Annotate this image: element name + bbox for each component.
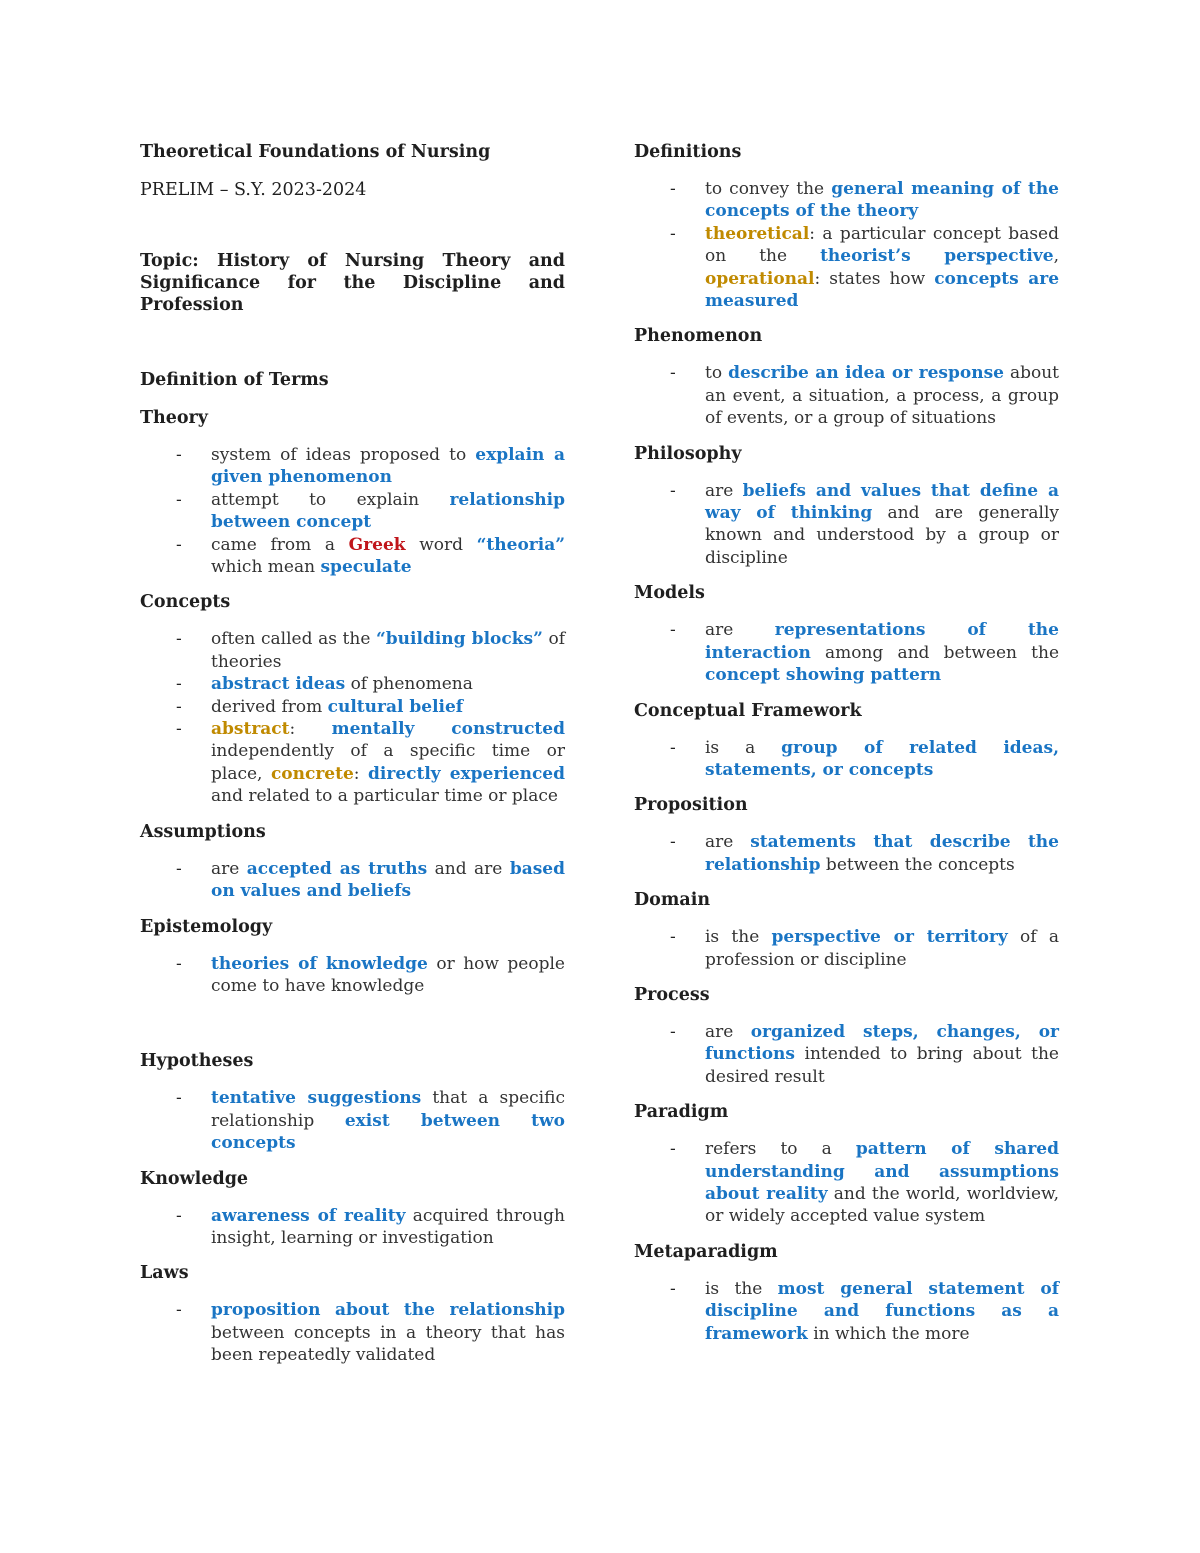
highlighted-text: abstract: [211, 719, 290, 740]
definition-text: and related to a particular time or place: [211, 786, 558, 807]
highlighted-text: general meaning of the concepts of the theory: [705, 179, 1059, 222]
definition-text: :: [289, 719, 332, 740]
definition-text: that a specific relationship: [211, 1088, 565, 1131]
definition-item: [634, 831, 1059, 876]
term-title: Definitions: [634, 142, 742, 162]
definition-text: are: [705, 620, 775, 641]
highlighted-text: proposition about the relationship: [211, 1300, 565, 1321]
definition-text: of theories: [211, 629, 565, 672]
highlighted-text: statements that describe the relationship: [705, 832, 1059, 875]
bullet-dash-icon: -: [176, 696, 182, 717]
right-column: [634, 140, 1059, 1345]
term-title: Proposition: [634, 795, 748, 816]
highlighted-text: describe an idea or response: [728, 363, 1004, 384]
definition-item: [140, 534, 565, 579]
bullet-dash-icon: -: [670, 927, 676, 948]
definition-text: system of ideas proposed to: [211, 445, 476, 465]
definition-list: [140, 444, 565, 578]
term-process: [634, 983, 1059, 1088]
definition-text: came from a: [211, 534, 349, 555]
definition-list: [634, 619, 1059, 686]
term-epistemology: [140, 915, 565, 998]
term-models: [634, 581, 1059, 686]
definition-list: [140, 953, 565, 998]
term-title: Philosophy: [634, 443, 742, 464]
definition-list: [634, 1021, 1059, 1088]
definition-text: is the: [705, 927, 772, 948]
term-conceptual-framework: [634, 699, 1059, 782]
highlighted-text: theories of knowledge: [211, 953, 428, 974]
bullet-dash-icon: -: [176, 674, 182, 695]
term-title: Process: [634, 984, 710, 1005]
definition-list: [634, 362, 1059, 429]
term-definitions: [634, 140, 1059, 312]
highlighted-text: tentative suggestions: [211, 1088, 422, 1109]
bullet-dash-icon: -: [176, 629, 182, 650]
highlighted-text: “building blocks”: [376, 629, 543, 650]
bullet-dash-icon: -: [176, 1088, 182, 1109]
term-concepts: [140, 590, 565, 807]
term-proposition: [634, 793, 1059, 876]
left-column: [140, 140, 565, 1367]
definition-text: word: [405, 534, 477, 555]
highlighted-text: theoretical: [705, 223, 810, 244]
definition-text: are: [705, 480, 743, 501]
definition-list: [140, 858, 565, 903]
definition-text: of a profession or discipline: [705, 927, 1059, 970]
definition-text: acquired through insight, learning or investigation: [211, 1205, 565, 1248]
highlighted-text: abstract ideas: [211, 674, 346, 695]
term-title: Metaparadigm: [634, 1241, 778, 1262]
highlighted-text: awareness of reality: [211, 1205, 406, 1226]
highlighted-text: relationship between concept: [211, 489, 565, 533]
term-title: Theory: [140, 408, 208, 428]
highlighted-text: operational: [705, 268, 815, 289]
term-hypotheses: [140, 1049, 565, 1154]
definition-item: [634, 1138, 1059, 1228]
term-title: Concepts: [140, 592, 231, 613]
document-title: Theoretical Foundations of Nursing: [140, 142, 491, 162]
topic-heading: Topic: History of Nursing Theory and Significance for the Discipline and Profession: [140, 251, 565, 315]
bullet-dash-icon: -: [670, 179, 676, 199]
definition-list: [634, 1278, 1059, 1345]
definition-text: are: [705, 832, 751, 853]
definition-item: [634, 926, 1059, 971]
definition-item: [634, 1021, 1059, 1088]
bullet-dash-icon: -: [176, 1300, 182, 1321]
definition-text: are: [705, 1021, 751, 1042]
bullet-dash-icon: -: [670, 223, 676, 244]
definition-text: independently of a specific time or place,: [211, 741, 565, 784]
highlighted-text: “theoria”: [476, 534, 565, 555]
term-title: Knowledge: [140, 1168, 249, 1189]
highlighted-text: cultural belief: [327, 696, 464, 717]
definition-item: [140, 673, 565, 695]
bullet-dash-icon: -: [176, 953, 182, 974]
definition-item: [140, 953, 565, 998]
definition-item: [634, 178, 1059, 223]
definition-text: : a particular concept based on the: [705, 223, 1059, 267]
definition-text: intended to bring about the desired result: [705, 1044, 1059, 1087]
highlighted-text: Greek: [348, 534, 406, 555]
definition-text: in which the more: [807, 1323, 970, 1344]
definition-text: attempt to explain: [211, 489, 450, 510]
definition-item: [140, 858, 565, 903]
highlighted-text: organized steps, changes, or functions: [705, 1021, 1059, 1065]
bullet-dash-icon: -: [670, 1021, 676, 1042]
highlighted-text: pattern of shared understanding and assumptions about reality: [705, 1139, 1059, 1204]
term-paradigm: [634, 1100, 1059, 1228]
term-title: Models: [634, 583, 705, 604]
definition-text: about an event, a situation, a process, a group of events, or a group of situations: [705, 363, 1060, 429]
definition-text: between concepts in a theory that has been repeatedly validated: [211, 1322, 565, 1366]
highlighted-text: mentally constructed: [331, 719, 565, 740]
term-title: Epistemology: [140, 916, 273, 937]
term-title: Phenomenon: [634, 326, 763, 347]
highlighted-text: concept showing pattern: [705, 665, 942, 686]
term-domain: [634, 888, 1059, 971]
definition-item: [140, 1087, 565, 1154]
highlighted-text: explain a given phenomenon: [211, 445, 565, 488]
definition-text: often called as the: [211, 629, 377, 650]
definition-list: [634, 1138, 1059, 1228]
term-title: Laws: [140, 1263, 189, 1284]
definition-text: :: [353, 763, 369, 784]
definition-text: derived from: [211, 696, 328, 717]
definition-text: refers to a: [705, 1139, 856, 1160]
definition-text: ,: [1053, 246, 1059, 267]
right-terms-list: [634, 140, 1059, 1345]
term-title: Hypotheses: [140, 1051, 254, 1072]
definition-list: [140, 1205, 565, 1250]
term-metaparadigm: [634, 1240, 1059, 1345]
definition-item: [140, 1299, 565, 1366]
highlighted-text: theorist’s perspective: [820, 246, 1054, 267]
definition-list: [140, 1087, 565, 1154]
definition-text: among and between the: [810, 642, 1059, 663]
definition-text: of phenomena: [345, 674, 473, 695]
definition-text: are: [211, 858, 247, 879]
bullet-dash-icon: -: [670, 737, 676, 758]
definition-text: is a: [705, 737, 782, 758]
bullet-dash-icon: -: [670, 480, 676, 501]
definition-item: [634, 619, 1059, 686]
term-title: Conceptual Framework: [634, 700, 862, 721]
highlighted-text: representations of the interaction: [705, 620, 1059, 663]
bullet-dash-icon: -: [176, 858, 182, 879]
definition-text: which mean: [211, 557, 321, 578]
definition-text: between the concepts: [820, 854, 1015, 875]
definition-list: [634, 926, 1059, 971]
bullet-dash-icon: -: [670, 1139, 676, 1160]
highlighted-text: based on values and beliefs: [211, 858, 566, 902]
definition-list: [634, 831, 1059, 876]
term-title: Assumptions: [140, 821, 266, 842]
bullet-dash-icon: -: [176, 1205, 182, 1226]
term-knowledge: [140, 1167, 565, 1250]
term-title: Domain: [634, 890, 711, 911]
term-assumptions: [140, 820, 565, 903]
highlighted-text: directly experienced: [368, 763, 566, 784]
definition-text: is the: [705, 1278, 778, 1299]
highlighted-text: accepted as truths: [246, 858, 428, 879]
highlighted-text: concepts are measured: [705, 268, 1060, 312]
definition-item: [140, 444, 565, 489]
definition-text: and are generally known and understood by a group or discipline: [705, 503, 1060, 568]
definition-text: : states how: [814, 268, 935, 289]
definition-text: to convey the: [705, 179, 832, 199]
definition-item: [634, 480, 1059, 570]
highlighted-text: concrete: [270, 763, 354, 784]
highlighted-text: exist between two concepts: [211, 1110, 565, 1154]
highlighted-text: group of related ideas, statements, or concepts: [705, 737, 1059, 780]
bullet-dash-icon: -: [176, 534, 182, 555]
definition-list: [634, 178, 1059, 312]
definition-text: to: [705, 363, 729, 384]
highlighted-text: speculate: [320, 557, 412, 578]
bullet-dash-icon: -: [176, 719, 182, 740]
definition-list: [634, 737, 1059, 782]
term-phenomenon: [634, 324, 1059, 429]
definition-text: or how people come to have knowledge: [211, 953, 565, 996]
bullet-dash-icon: -: [176, 489, 182, 510]
definition-item: [634, 1278, 1059, 1345]
definition-text: and are: [427, 858, 510, 879]
term-philosophy: [634, 442, 1059, 570]
highlighted-text: beliefs and values that define a way of thinking: [705, 480, 1059, 524]
definition-item: [634, 223, 1059, 313]
definition-list: [140, 628, 565, 807]
definition-item: [634, 362, 1059, 429]
highlighted-text: most general statement of discipline and functions as a framework: [705, 1278, 1060, 1344]
document-subtitle: PRELIM – S.Y. 2023-2024: [140, 180, 367, 200]
bullet-dash-icon: -: [176, 445, 182, 465]
definition-item: [140, 489, 565, 534]
definition-item: [140, 628, 565, 673]
bullet-dash-icon: -: [670, 620, 676, 641]
term-laws: [140, 1261, 565, 1366]
definition-text: and the world, worldview, or widely accepted value system: [705, 1183, 1059, 1227]
definition-list: [634, 480, 1059, 570]
term-title: Paradigm: [634, 1102, 729, 1123]
definition-item: [140, 718, 565, 808]
bullet-dash-icon: -: [670, 1278, 676, 1299]
section-heading: Definition of Terms: [140, 370, 329, 390]
bullet-dash-icon: -: [670, 363, 676, 384]
left-terms-list: [140, 406, 565, 1367]
definition-item: [634, 737, 1059, 782]
term-theory: [140, 406, 565, 578]
highlighted-text: perspective or territory: [771, 927, 1008, 948]
definition-item: [140, 1205, 565, 1250]
definition-list: [140, 1299, 565, 1366]
definition-item: [140, 696, 565, 718]
bullet-dash-icon: -: [670, 832, 676, 853]
